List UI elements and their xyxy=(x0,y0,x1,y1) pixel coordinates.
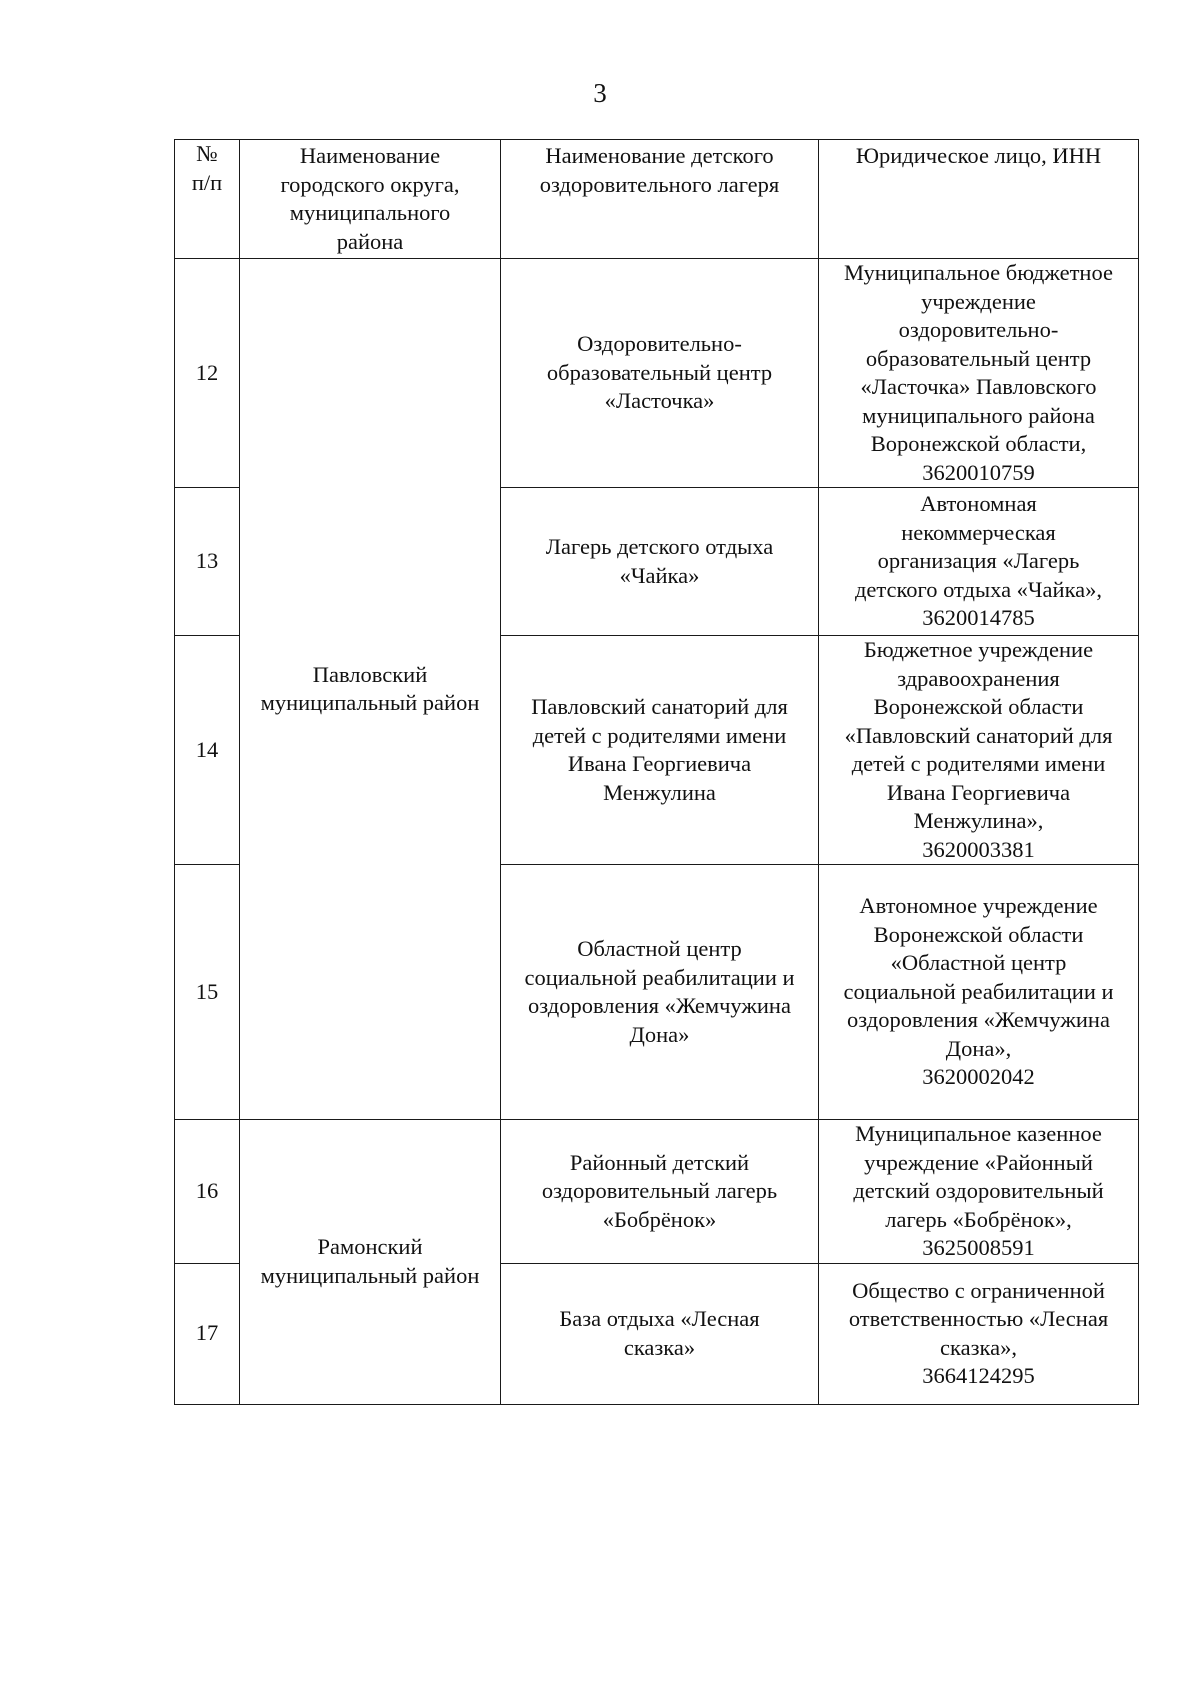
legal-entity-cell: Автономная некоммерческая организация «Лагерь детского отдыха «Чайка», 3620014785 xyxy=(819,488,1139,636)
camp-name-cell: Оздоровительно- образовательный центр «Ласточка» xyxy=(501,259,819,488)
header-camp-name: Наименование детского оздоровительного лагеря xyxy=(501,140,819,259)
header-number: № п/п xyxy=(175,140,240,259)
row-number: 16 xyxy=(175,1120,240,1264)
row-number: 17 xyxy=(175,1263,240,1404)
legal-entity-cell: Муниципальное бюджетное учреждение оздоровительно- образовательный центр «Ласточка» Павловского муниципального района Воронежской области, 3620010759 xyxy=(819,259,1139,488)
page-number: 3 xyxy=(593,78,607,108)
legal-entity-cell: Бюджетное учреждение здравоохранения Воронежской области «Павловский санаторий для детей с родителями имени Ивана Георгиевича Менжулина», 3620003381 xyxy=(819,636,1139,865)
row-number: 15 xyxy=(175,865,240,1120)
header-district: Наименование городского округа, муниципального района xyxy=(240,140,501,259)
legal-entity-cell: Общество с ограниченной ответственностью «Лесная сказка», 3664124295 xyxy=(819,1263,1139,1404)
row-number: 14 xyxy=(175,636,240,865)
table-row xyxy=(175,1120,1139,1264)
camp-name-cell: Районный детский оздоровительный лагерь «Бобрёнок» xyxy=(501,1120,819,1264)
row-number: 12 xyxy=(175,259,240,488)
district-cell: Павловский муниципальный район xyxy=(240,259,501,1120)
table-row xyxy=(175,259,1139,488)
camp-name-cell: Павловский санаторий для детей с родителями имени Ивана Георгиевича Менжулина xyxy=(501,636,819,865)
legal-entity-cell: Автономное учреждение Воронежской области «Областной центр социальной реабилитации и оздоровления «Жемчужина Дона», 3620002042 xyxy=(819,865,1139,1120)
camps-table xyxy=(174,139,1139,1405)
table-header-row xyxy=(175,140,1139,259)
district-cell: Рамонский муниципальный район xyxy=(240,1120,501,1405)
row-number: 13 xyxy=(175,488,240,636)
camp-name-cell: База отдыха «Лесная сказка» xyxy=(501,1263,819,1404)
camp-name-cell: Областной центр социальной реабилитации и оздоровления «Жемчужина Дона» xyxy=(501,865,819,1120)
legal-entity-cell: Муниципальное казенное учреждение «Районный детский оздоровительный лагерь «Бобрёнок», 3625008591 xyxy=(819,1120,1139,1264)
camp-name-cell: Лагерь детского отдыха «Чайка» xyxy=(501,488,819,636)
header-legal-entity: Юридическое лицо, ИНН xyxy=(819,140,1139,259)
